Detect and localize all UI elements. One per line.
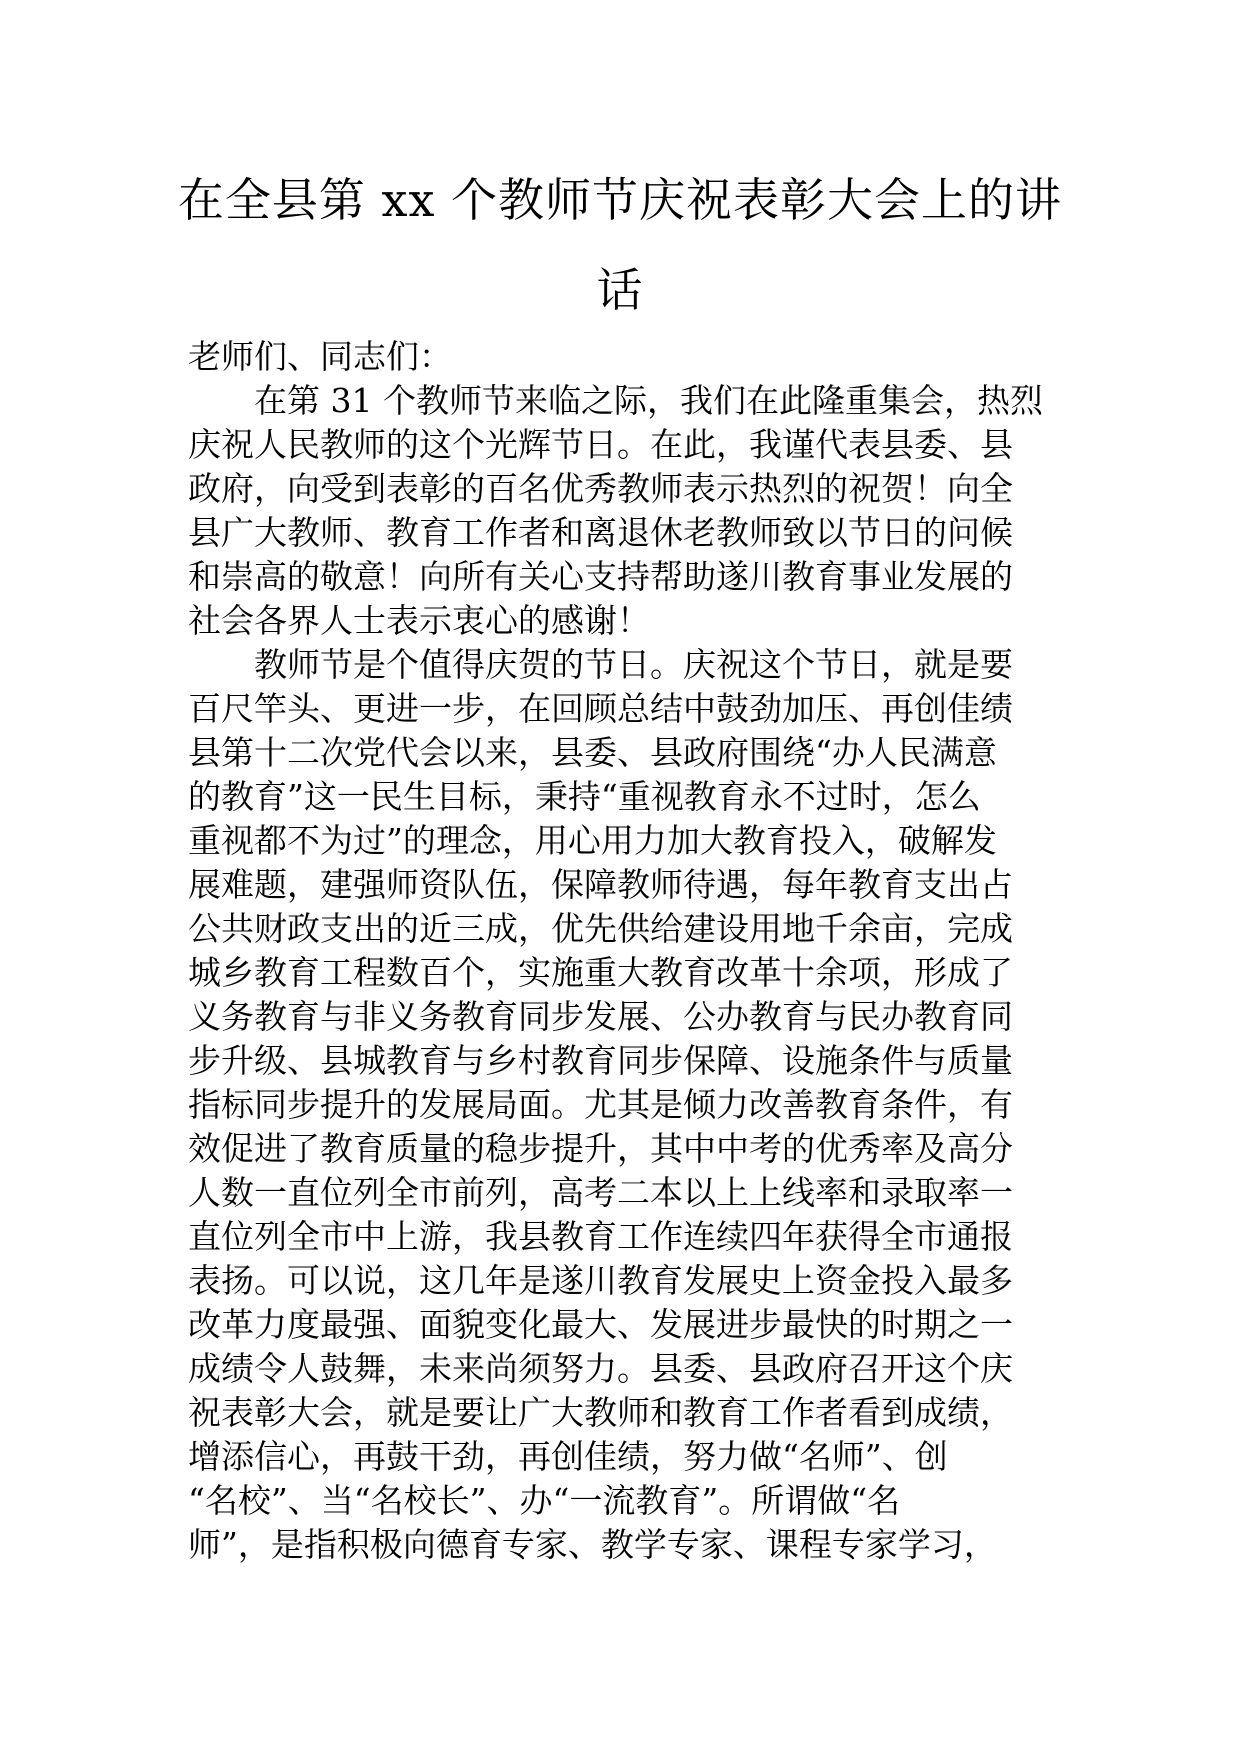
paragraph-line: 政府，向受到表彰的百名优秀教师表示热烈的祝贺！向全: [188, 469, 1013, 508]
paragraph-line: 改革力度最强、面貌变化最大、发展进步最快的时期之一: [188, 1305, 1013, 1344]
paragraph-line: 效促进了教育质量的稳步提升，其中中考的优秀率及高分: [188, 1129, 1013, 1168]
document-body: [188, 335, 1056, 1567]
paragraph-line: 成绩令人鼓舞，未来尚须努力。县委、县政府召开这个庆: [188, 1349, 1013, 1388]
paragraph-line: 重视都不为过”的理念，用心用力加大教育投入，破解发: [188, 821, 997, 860]
paragraph-line: 人数一直位列全市前列，高考二本以上上线率和录取率一: [188, 1173, 1013, 1212]
salutation: 老师们、同志们：: [188, 337, 452, 376]
paragraph-line: 义务教育与非义务教育同步发展、公办教育与民办教育同: [188, 997, 1013, 1036]
paragraph-line: 百尺竿头、更进一步，在回顾总结中鼓劲加压、再创佳绩: [188, 689, 1013, 728]
paragraph-line: 的教育”这一民生目标，秉持“重视教育永不过时，怎么: [188, 777, 981, 816]
document-title-line-1: 在全县第 xx 个教师节庆祝表彰大会上的讲: [177, 173, 1063, 227]
paragraph-line: 在第 31 个教师节来临之际，我们在此隆重集会，热烈: [254, 381, 1043, 420]
paragraph-line: “名校”、当“名校长”、办“一流教育”。所谓做“名: [188, 1481, 901, 1520]
paragraph-2: [188, 643, 1056, 1567]
paragraph-line: 祝表彰大会，就是要让广大教师和教育工作者看到成绩，: [188, 1393, 1013, 1432]
paragraph-line: 展难题，建强师资队伍，保障教师待遇，每年教育支出占: [188, 865, 1013, 904]
paragraph-line: 表扬。可以说，这几年是遂川教育发展史上资金投入最多: [188, 1261, 1013, 1300]
paragraph-line: 教师节是个值得庆贺的节日。庆祝这个节日，就是要: [254, 645, 1013, 684]
paragraph-line: 步升级、县城教育与乡村教育同步保障、设施条件与质量: [188, 1041, 1013, 1080]
paragraph-line: 直位列全市中上游，我县教育工作连续四年获得全市通报: [188, 1217, 1013, 1256]
paragraph-line: 师”，是指积极向德育专家、教学专家、课程专家学习，: [188, 1525, 997, 1564]
document-title-line-2: 话: [596, 263, 644, 317]
paragraph-line: 增添信心，再鼓干劲，再创佳绩，努力做“名师”、创: [188, 1437, 948, 1476]
paragraph-line: 和崇高的敬意！向所有关心支持帮助遂川教育事业发展的: [188, 557, 1013, 596]
paragraph-line: 庆祝人民教师的这个光辉节日。在此，我谨代表县委、县: [188, 425, 1013, 464]
paragraph-line: 城乡教育工程数百个，实施重大教育改革十余项，形成了: [188, 953, 1013, 992]
paragraph-line: 公共财政支出的近三成，优先供给建设用地千余亩，完成: [188, 909, 1013, 948]
paragraph-line: 县第十二次党代会以来，县委、县政府围绕“办人民满意: [188, 733, 997, 772]
paragraph-line: 指标同步提升的发展局面。尤其是倾力改善教育条件，有: [188, 1085, 1013, 1124]
paragraph-line: 社会各界人士表示衷心的感谢！: [188, 601, 650, 640]
paragraph-line: 县广大教师、教育工作者和离退休老教师致以节日的问候: [188, 513, 1013, 552]
paragraph-1: [188, 379, 1056, 643]
